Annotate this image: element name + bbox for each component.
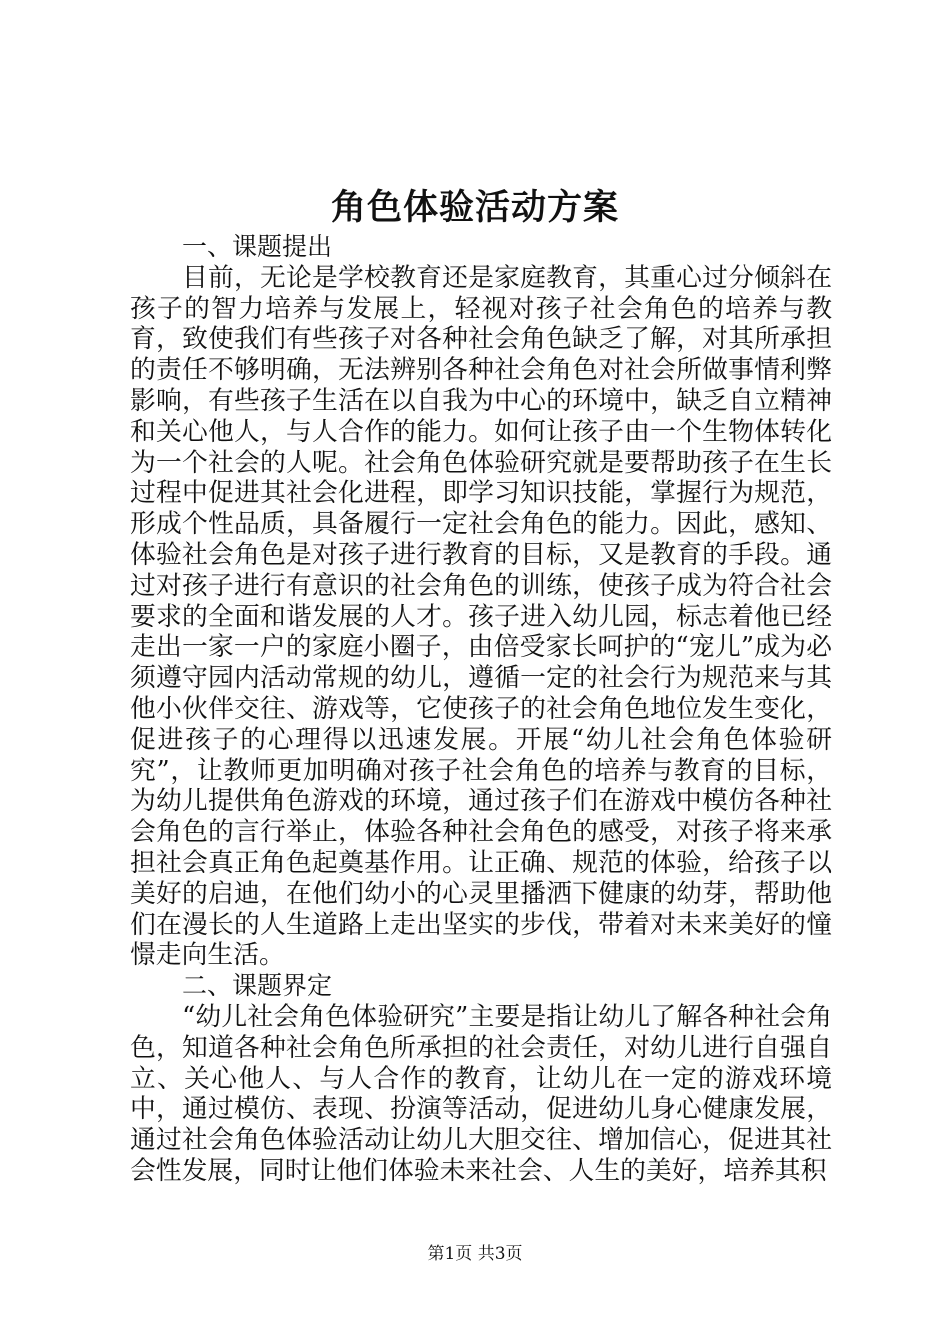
section-heading: 一、课题提出 — [182, 232, 333, 261]
section-paragraph: “幼儿社会角色体验研究”主要是指让幼儿了解各种社会角色，知道各种社会角色所承担的社会责任，对幼儿进行自强自立、关心他人、与人合作的教育，让幼儿在一定的游戏环境中，通过模仿、表现、扮演等活动，促进幼儿身心健康发展，通过社会角色体验活动让幼儿大胆交往、增加信心，促进其社会性发展，同时让他们体验未来社会、人生的美好，培养其积 — [130, 1001, 832, 1186]
document-title: 角色体验活动方案 — [330, 188, 619, 228]
page-number-footer: 第1页 共3页 — [427, 1244, 523, 1264]
section-heading: 二、课题界定 — [182, 971, 333, 1001]
section-paragraph: 目前，无论是学校教育还是家庭教育，其重心过分倾斜在孩子的智力培养与发展上，轻视对孩子社会角色的培养与教育，致使我们有些孩子对各种社会角色缺乏了解，对其所承担的责任不够明确，无法辨别各种社会角色对社会所做事情利弊影响，有些孩子生活在以自我为中心的环境中，缺乏自立精神和关心他人，与人合作的能力。如何让孩子由一个生物体转化为一个社会的人呢。社会角色体验研究就是要帮助孩子在生长过程中促进其社会化进程，即学习知识技能，掌握行为规范，形成个性品质，具备履行一定社会角色的能力。因此，感知、体验社会角色是对孩子进行教育的目标，又是教育的手段。通过对孩子进行有意识的社会角色的训练，使孩子成为符合社会要求的全面和谐发展的人才。孩子进入幼儿园，标志着他已经走出一家一户的家庭小圈子，由倍受家长呵护的“宠儿”成为必须遵守园内活动常规的幼儿，遵循一定的社会行为规范来与其他小伙伴交往、游戏等，它使孩子的社会角色地位发生变化，促进孩子的心理得以迅速发展。开展“幼儿社会角色体验研究”，让教师更加明确对孩子社会角色的培养与教育的目标，为幼儿提供角色游戏的环境，通过孩子们在游戏中模仿各种社会角色的言行举止，体验各种社会角色的感受，对孩子将来承担社会真正角色起奠基作用。让正确、规范的体验，给孩子以美好的启迪，在他们幼小的心灵里播洒下健康的幼芽，帮助他们在漫长的人生道路上走出坚实的步伐，带着对未来美好的憧憬走向生活。 — [130, 262, 832, 971]
document-body — [130, 232, 832, 1187]
